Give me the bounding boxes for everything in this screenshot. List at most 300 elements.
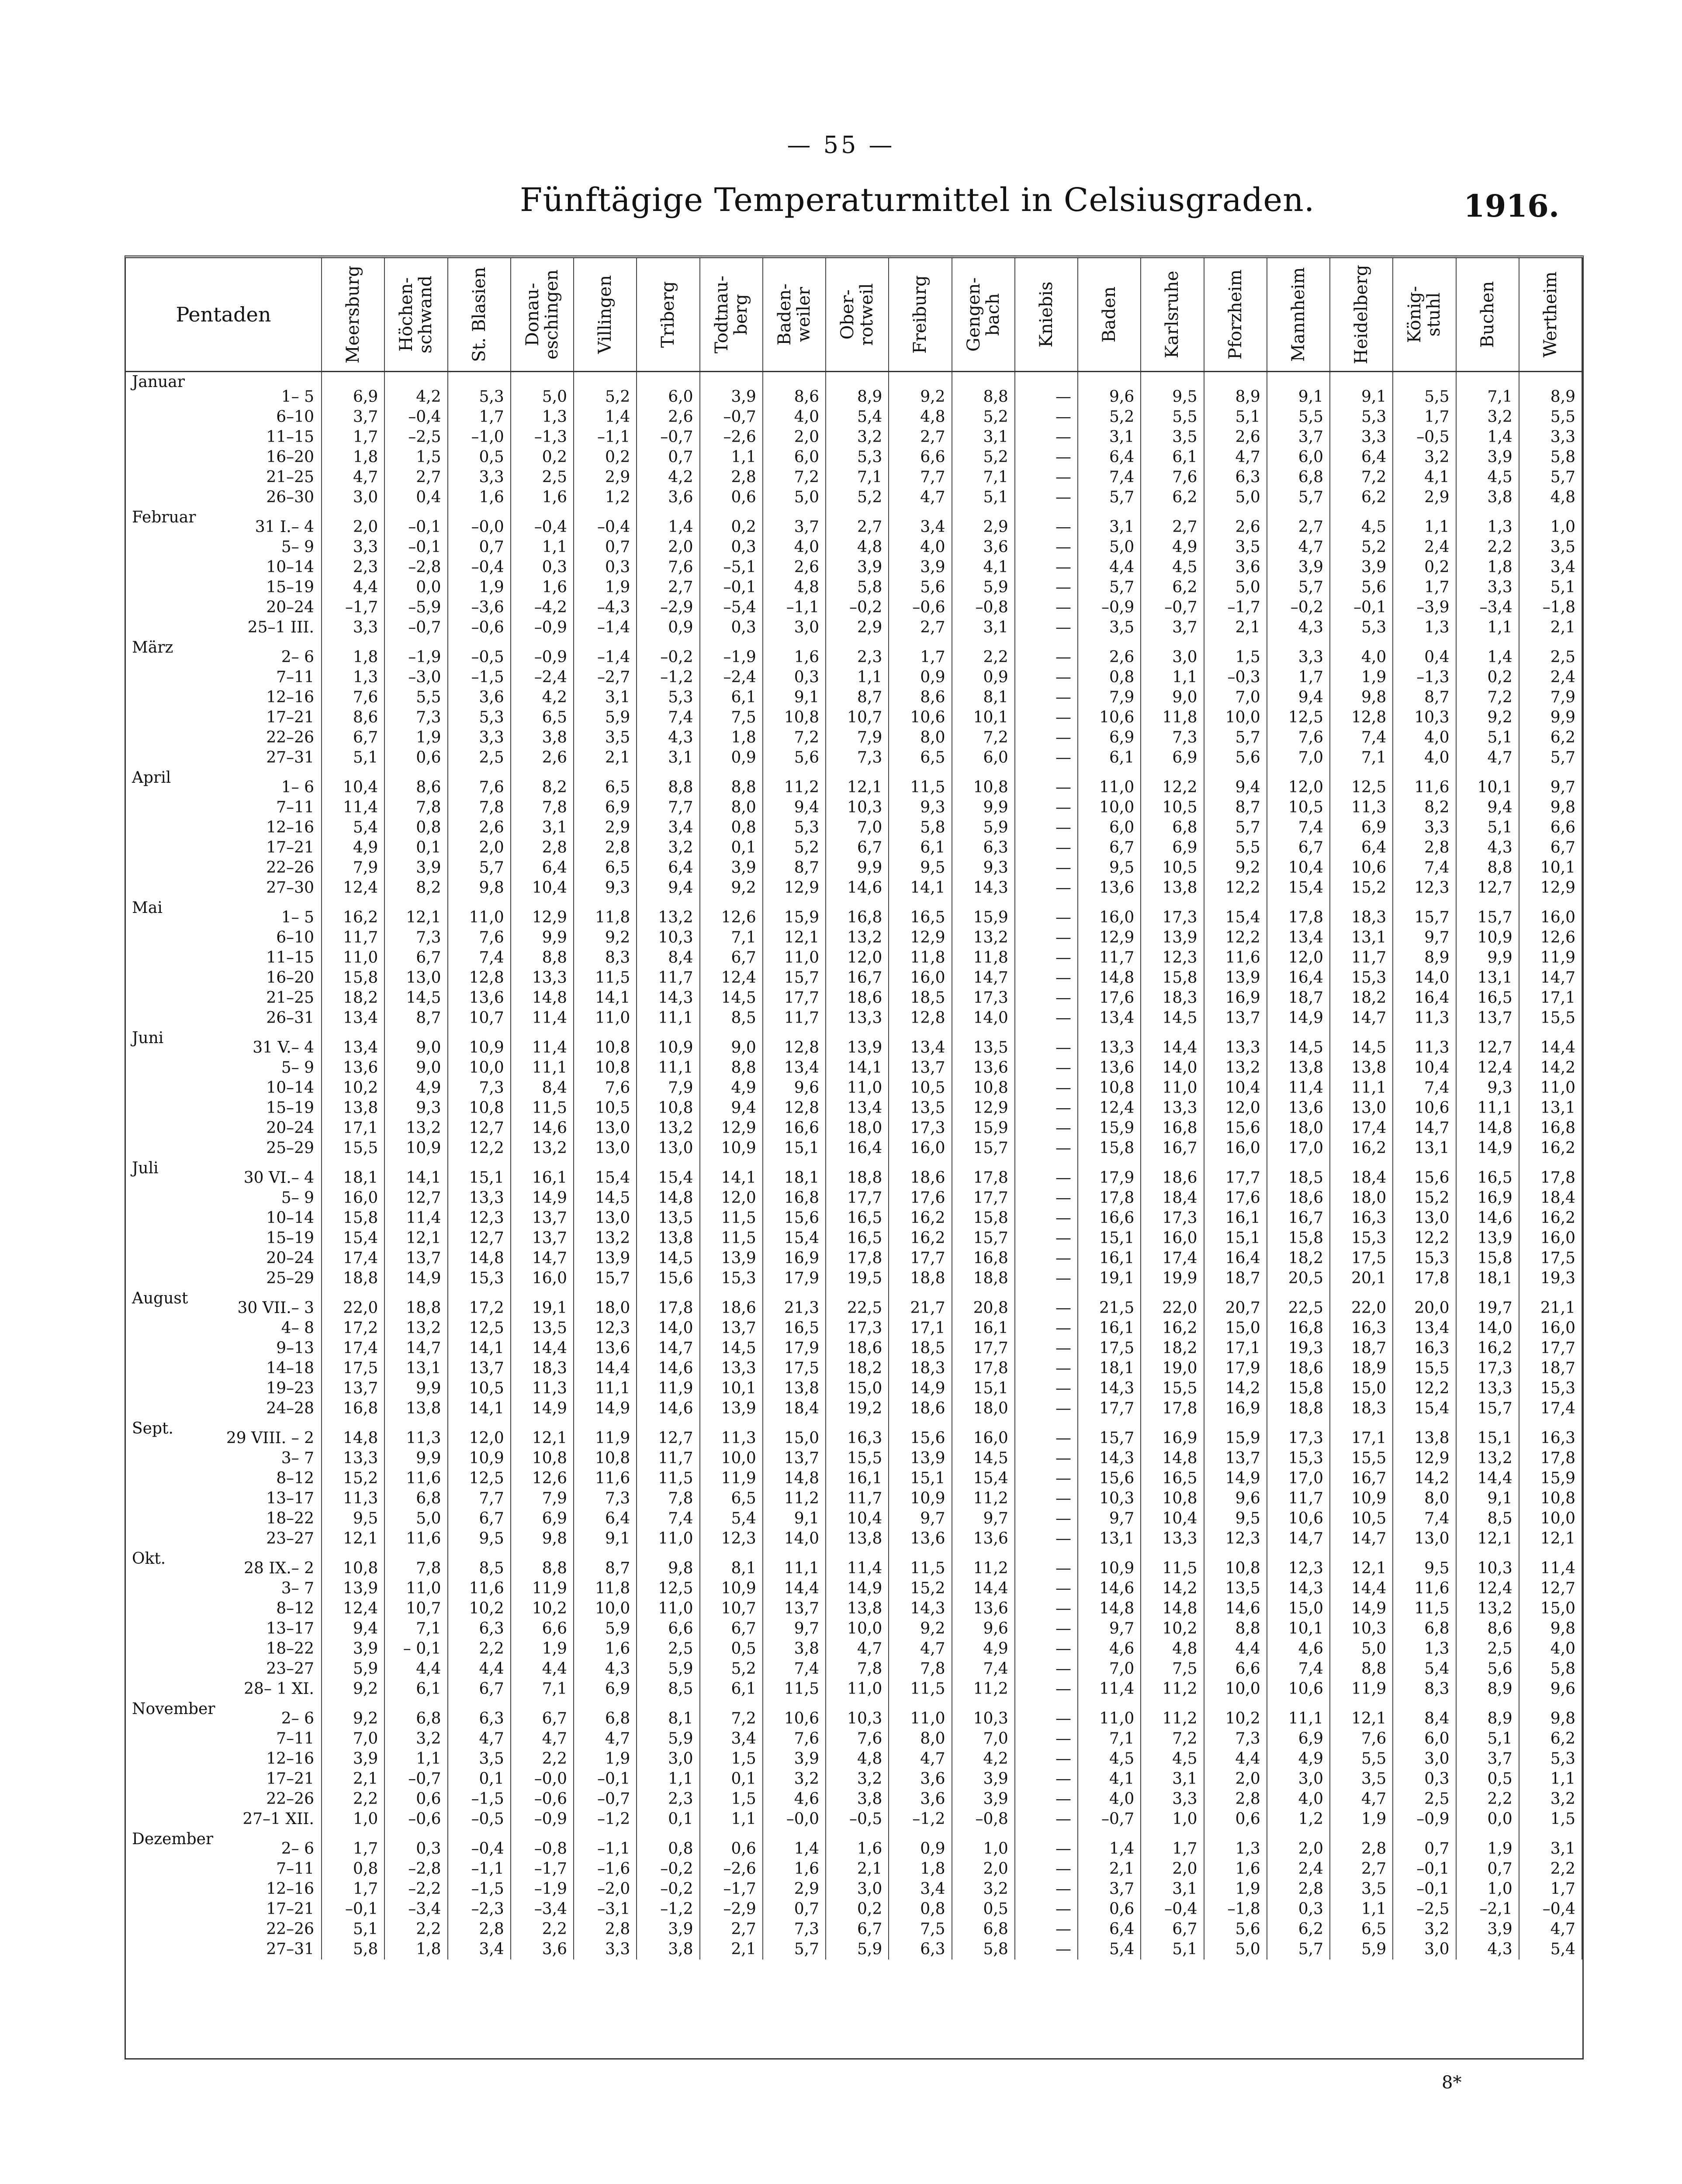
temperature-cell: 5,6 bbox=[1456, 1659, 1519, 1679]
temperature-cell: 2,7 bbox=[700, 1919, 763, 1939]
temperature-cell: 13,7 bbox=[889, 1058, 952, 1078]
row-label-cell bbox=[126, 407, 322, 427]
row-label-cell bbox=[126, 1338, 322, 1358]
temperature-cell: 6,2 bbox=[1330, 487, 1393, 508]
temperature-cell: 3,5 bbox=[1204, 537, 1267, 557]
temperature-cell: 2,9 bbox=[1393, 487, 1456, 508]
temperature-cell: 7,2 bbox=[700, 1699, 763, 1729]
temperature-cell: 17,6 bbox=[1204, 1188, 1267, 1208]
row-label-cell bbox=[126, 1619, 322, 1639]
temperature-cell: 18,0 bbox=[826, 1118, 889, 1138]
temperature-cell: 15,6 bbox=[1393, 1158, 1456, 1188]
temperature-cell: 3,0 bbox=[1267, 1769, 1330, 1789]
temperature-cell: 14,4 bbox=[511, 1338, 574, 1358]
pentade-label: 7–11 bbox=[276, 1860, 314, 1878]
temperature-cell: 16,1 bbox=[511, 1158, 574, 1188]
temperature-cell: 5,2 bbox=[574, 372, 637, 408]
temperature-cell: 1,6 bbox=[511, 487, 574, 508]
temperature-cell: 12,5 bbox=[448, 1318, 511, 1338]
temperature-cell: –0,1 bbox=[700, 577, 763, 598]
temperature-cell: 12,1 bbox=[1330, 1549, 1393, 1579]
temperature-cell: 16,3 bbox=[1330, 1208, 1393, 1228]
temperature-cell: 11,9 bbox=[637, 1379, 699, 1399]
temperature-cell: 7,6 bbox=[322, 688, 384, 708]
temperature-cell: 3,1 bbox=[1078, 427, 1141, 447]
temperature-cell: 18,3 bbox=[511, 1358, 574, 1379]
temperature-cell: 18,7 bbox=[1204, 1268, 1267, 1289]
temperature-cell: 7,1 bbox=[384, 1619, 447, 1639]
temperature-cell: 1,6 bbox=[763, 1859, 826, 1879]
temperature-cell: 17,8 bbox=[1141, 1399, 1204, 1419]
temperature-cell: 10,0 bbox=[448, 1058, 511, 1078]
temperature-cell: –2,6 bbox=[700, 427, 763, 447]
temperature-cell: 18,6 bbox=[889, 1399, 952, 1419]
temperature-cell: 18,3 bbox=[1141, 988, 1204, 1008]
temperature-cell: 3,7 bbox=[1078, 1879, 1141, 1899]
table-row bbox=[126, 1679, 1582, 1699]
temperature-cell: 12,9 bbox=[511, 898, 574, 928]
temperature-cell: 12,9 bbox=[952, 1098, 1015, 1118]
temperature-cell: 14,9 bbox=[1267, 1008, 1330, 1028]
temperature-cell: 15,3 bbox=[700, 1268, 763, 1289]
temperature-cell: 5,5 bbox=[1141, 407, 1204, 427]
temperature-cell: — bbox=[1015, 1058, 1078, 1078]
temperature-cell: — bbox=[1015, 1729, 1078, 1749]
temperature-cell: 13,3 bbox=[1204, 1028, 1267, 1058]
temperature-cell: 17,3 bbox=[952, 988, 1015, 1008]
temperature-cell: 16,0 bbox=[322, 1188, 384, 1208]
temperature-cell: 9,2 bbox=[700, 878, 763, 898]
temperature-cell: 13,7 bbox=[1204, 1448, 1267, 1469]
temperature-cell: 22,5 bbox=[826, 1289, 889, 1318]
temperature-cell: –1,2 bbox=[637, 1899, 699, 1919]
temperature-cell: 4,4 bbox=[322, 577, 384, 598]
temperature-cell: 4,2 bbox=[952, 1749, 1015, 1769]
temperature-cell: 6,9 bbox=[1267, 1729, 1330, 1749]
station-label: König- stuhl bbox=[1405, 286, 1444, 343]
temperature-cell: 12,3 bbox=[1393, 878, 1456, 898]
pentade-label: 10–14 bbox=[266, 1079, 314, 1097]
temperature-cell: 15,3 bbox=[1519, 1379, 1582, 1399]
temperature-cell: 3,1 bbox=[574, 688, 637, 708]
temperature-cell: 16,0 bbox=[1519, 1228, 1582, 1248]
temperature-cell: 13,0 bbox=[574, 1118, 637, 1138]
temperature-cell: 15,0 bbox=[1519, 1599, 1582, 1619]
temperature-cell: 14,2 bbox=[1519, 1058, 1582, 1078]
pentade-label: 27–31 bbox=[266, 1940, 314, 1958]
temperature-cell: 3,4 bbox=[889, 508, 952, 537]
temperature-cell: 9,4 bbox=[763, 798, 826, 818]
temperature-cell: 13,2 bbox=[574, 1228, 637, 1248]
temperature-cell: 0,7 bbox=[637, 447, 699, 467]
pentade-label: 11–15 bbox=[266, 949, 314, 967]
temperature-cell: 13,3 bbox=[1456, 1379, 1519, 1399]
pentade-label: 29 VIII. – 2 bbox=[226, 1429, 314, 1447]
temperature-cell: 11,4 bbox=[322, 798, 384, 818]
row-label-cell bbox=[126, 537, 322, 557]
row-label-cell bbox=[126, 1809, 322, 1829]
temperature-cell: 10,5 bbox=[1141, 858, 1204, 878]
temperature-cell: 13,3 bbox=[826, 1008, 889, 1028]
temperature-cell: — bbox=[1015, 1939, 1078, 1959]
station-label: Wertheim bbox=[1540, 271, 1561, 358]
temperature-cell: 1,3 bbox=[1456, 508, 1519, 537]
temperature-cell: 0,9 bbox=[889, 1829, 952, 1859]
temperature-cell: 7,3 bbox=[763, 1919, 826, 1939]
row-label-cell bbox=[126, 1549, 322, 1579]
temperature-cell: 2,6 bbox=[1204, 508, 1267, 537]
temperature-cell: 6,7 bbox=[511, 1699, 574, 1729]
temperature-cell: 2,8 bbox=[700, 467, 763, 487]
temperature-cell: –0,1 bbox=[1393, 1879, 1456, 1899]
temperature-cell: –1,3 bbox=[1393, 667, 1456, 688]
temperature-cell: 10,1 bbox=[1519, 858, 1582, 878]
station-label: Kniebis bbox=[1036, 281, 1056, 348]
temperature-cell: –3,6 bbox=[448, 598, 511, 618]
temperature-cell: 3,1 bbox=[1141, 1769, 1204, 1789]
temperature-cell: 2,3 bbox=[322, 557, 384, 577]
pentade-label: 17–21 bbox=[266, 1770, 314, 1788]
station-label: St. Blasien bbox=[469, 267, 489, 362]
temperature-cell: 3,6 bbox=[952, 537, 1015, 557]
row-label-cell bbox=[126, 372, 322, 408]
temperature-cell: 1,7 bbox=[889, 638, 952, 667]
temperature-cell: 4,8 bbox=[826, 537, 889, 557]
temperature-cell: 17,2 bbox=[448, 1289, 511, 1318]
temperature-table bbox=[126, 258, 1582, 1959]
temperature-cell: –1,6 bbox=[574, 1859, 637, 1879]
temperature-cell: 7,6 bbox=[826, 1729, 889, 1749]
temperature-cell: 10,7 bbox=[700, 1599, 763, 1619]
temperature-cell: 4,6 bbox=[763, 1789, 826, 1809]
temperature-cell: 16,5 bbox=[1456, 988, 1519, 1008]
temperature-cell: 1,1 bbox=[637, 1769, 699, 1789]
temperature-cell: 3,8 bbox=[1456, 487, 1519, 508]
temperature-cell: –5,4 bbox=[700, 598, 763, 618]
temperature-cell: 11,4 bbox=[826, 1549, 889, 1579]
temperature-cell: 5,3 bbox=[763, 818, 826, 838]
temperature-cell: 12,2 bbox=[448, 1138, 511, 1158]
temperature-cell: 1,2 bbox=[1267, 1809, 1330, 1829]
temperature-cell: 4,5 bbox=[1078, 1749, 1141, 1769]
temperature-cell: 11,7 bbox=[637, 1448, 699, 1469]
temperature-cell: 8,6 bbox=[889, 688, 952, 708]
table-row bbox=[126, 748, 1582, 768]
table-row bbox=[126, 577, 1582, 598]
temperature-cell: 16,7 bbox=[1267, 1208, 1330, 1228]
temperature-cell: –1,4 bbox=[574, 638, 637, 667]
temperature-cell: 8,1 bbox=[700, 1549, 763, 1579]
temperature-cell: 9,9 bbox=[384, 1448, 447, 1469]
temperature-cell: — bbox=[1015, 598, 1078, 618]
temperature-cell: 14,8 bbox=[448, 1248, 511, 1268]
temperature-cell: 9,2 bbox=[889, 1619, 952, 1639]
temperature-cell: 14,6 bbox=[1078, 1579, 1141, 1599]
month-label: April bbox=[132, 769, 171, 787]
temperature-cell: 12,4 bbox=[1078, 1098, 1141, 1118]
header-station bbox=[700, 258, 763, 372]
temperature-cell: 0,3 bbox=[1393, 1769, 1456, 1789]
temperature-cell: 7,8 bbox=[511, 798, 574, 818]
temperature-cell: 13,0 bbox=[574, 1138, 637, 1158]
temperature-cell: 17,9 bbox=[1204, 1358, 1267, 1379]
temperature-cell: 15,2 bbox=[1330, 878, 1393, 898]
temperature-cell: 8,7 bbox=[1393, 688, 1456, 708]
temperature-cell: 6,7 bbox=[1267, 838, 1330, 858]
temperature-cell: 6,7 bbox=[700, 1619, 763, 1639]
temperature-cell: 8,5 bbox=[1456, 1509, 1519, 1529]
temperature-cell: 7,1 bbox=[952, 467, 1015, 487]
temperature-cell: 17,7 bbox=[1204, 1158, 1267, 1188]
table-row bbox=[126, 1289, 1582, 1318]
table-row bbox=[126, 467, 1582, 487]
temperature-cell: 7,4 bbox=[448, 948, 511, 968]
temperature-cell: 4,9 bbox=[1141, 537, 1204, 557]
temperature-cell: 6,9 bbox=[1330, 818, 1393, 838]
temperature-cell: –1,7 bbox=[322, 598, 384, 618]
temperature-cell: 17,7 bbox=[889, 1248, 952, 1268]
temperature-cell: –0,7 bbox=[384, 618, 447, 638]
table-row bbox=[126, 618, 1582, 638]
temperature-cell: 14,3 bbox=[952, 878, 1015, 898]
temperature-cell: 2,0 bbox=[1267, 1829, 1330, 1859]
temperature-cell: 16,4 bbox=[1393, 988, 1456, 1008]
temperature-cell: 11,9 bbox=[511, 1579, 574, 1599]
temperature-cell: 11,7 bbox=[1078, 948, 1141, 968]
table-row bbox=[126, 838, 1582, 858]
temperature-cell: 7,6 bbox=[1267, 728, 1330, 748]
temperature-cell: 11,0 bbox=[826, 1078, 889, 1098]
table-row bbox=[126, 1729, 1582, 1749]
temperature-cell: 6,4 bbox=[637, 858, 699, 878]
temperature-cell: 3,4 bbox=[637, 818, 699, 838]
temperature-cell: 2,1 bbox=[1519, 618, 1582, 638]
temperature-cell: 5,0 bbox=[1078, 537, 1141, 557]
temperature-cell: –0,4 bbox=[574, 508, 637, 537]
temperature-cell: 2,6 bbox=[1078, 638, 1141, 667]
temperature-cell: 11,2 bbox=[1141, 1699, 1204, 1729]
temperature-cell: –2,9 bbox=[637, 598, 699, 618]
temperature-cell: 12,0 bbox=[1267, 768, 1330, 798]
pentade-label: 25–1 III. bbox=[247, 619, 314, 636]
temperature-cell: 12,9 bbox=[763, 878, 826, 898]
temperature-cell: 5,1 bbox=[322, 1919, 384, 1939]
temperature-cell: 3,1 bbox=[637, 748, 699, 768]
temperature-cell: 6,1 bbox=[384, 1679, 447, 1699]
temperature-cell: 6,5 bbox=[511, 708, 574, 728]
table-row bbox=[126, 858, 1582, 878]
temperature-cell: — bbox=[1015, 1188, 1078, 1208]
table-row bbox=[126, 708, 1582, 728]
temperature-cell: 13,6 bbox=[952, 1058, 1015, 1078]
table-row bbox=[126, 1268, 1582, 1289]
temperature-cell: 12,2 bbox=[1204, 928, 1267, 948]
temperature-cell: — bbox=[1015, 988, 1078, 1008]
temperature-cell: 9,4 bbox=[322, 1619, 384, 1639]
temperature-cell: 13,9 bbox=[574, 1248, 637, 1268]
temperature-cell: 15,1 bbox=[1078, 1228, 1141, 1248]
temperature-cell: 17,9 bbox=[763, 1338, 826, 1358]
temperature-cell: 0,1 bbox=[700, 838, 763, 858]
header-station bbox=[1456, 258, 1519, 372]
temperature-cell: 12,0 bbox=[1267, 948, 1330, 968]
temperature-cell: 17,5 bbox=[1330, 1248, 1393, 1268]
month-label: Okt. bbox=[132, 1550, 166, 1568]
temperature-cell: 2,2 bbox=[1456, 1789, 1519, 1809]
temperature-cell: 3,4 bbox=[700, 1729, 763, 1749]
temperature-cell: 16,2 bbox=[889, 1228, 952, 1248]
pentade-label: 8–12 bbox=[276, 1600, 314, 1617]
pentade-label: 27–1 XII. bbox=[242, 1810, 314, 1828]
temperature-cell: 16,5 bbox=[826, 1228, 889, 1248]
temperature-cell: — bbox=[1015, 1399, 1078, 1419]
temperature-cell: 2,0 bbox=[322, 508, 384, 537]
temperature-cell: 12,6 bbox=[511, 1469, 574, 1489]
temperature-cell: 6,4 bbox=[574, 1509, 637, 1529]
temperature-cell: 13,6 bbox=[1267, 1098, 1330, 1118]
temperature-cell: 15,7 bbox=[574, 1268, 637, 1289]
temperature-cell: — bbox=[1015, 1318, 1078, 1338]
table-row bbox=[126, 1599, 1582, 1619]
header-station bbox=[952, 258, 1015, 372]
temperature-cell: 2,1 bbox=[826, 1859, 889, 1879]
temperature-cell: 13,2 bbox=[1456, 1599, 1519, 1619]
temperature-cell: 15,4 bbox=[952, 1469, 1015, 1489]
temperature-cell: 14,0 bbox=[1393, 968, 1456, 988]
pentade-label: 28– 1 XI. bbox=[244, 1680, 314, 1698]
temperature-cell: 10,9 bbox=[448, 1028, 511, 1058]
temperature-table-frame bbox=[125, 256, 1584, 2060]
temperature-cell: 15,0 bbox=[1330, 1379, 1393, 1399]
temperature-cell: –2,8 bbox=[384, 1859, 447, 1879]
temperature-cell: 5,3 bbox=[826, 447, 889, 467]
temperature-cell: 15,8 bbox=[1141, 968, 1204, 988]
temperature-cell: 13,6 bbox=[1078, 1058, 1141, 1078]
temperature-cell: — bbox=[1015, 372, 1078, 408]
temperature-cell: 15,8 bbox=[1456, 1248, 1519, 1268]
temperature-cell: 8,6 bbox=[322, 708, 384, 728]
temperature-cell: 11,6 bbox=[1393, 768, 1456, 798]
row-label-cell bbox=[126, 1939, 322, 1959]
temperature-cell: 10,8 bbox=[952, 1078, 1015, 1098]
temperature-cell: 12,1 bbox=[1330, 1699, 1393, 1729]
table-row bbox=[126, 1138, 1582, 1158]
table-row bbox=[126, 1248, 1582, 1268]
temperature-cell: 1,8 bbox=[322, 447, 384, 467]
temperature-cell: 2,5 bbox=[1393, 1789, 1456, 1809]
table-row bbox=[126, 508, 1582, 537]
temperature-cell: 13,9 bbox=[1141, 928, 1204, 948]
page-number: — 55 — bbox=[787, 131, 895, 159]
temperature-cell: — bbox=[1015, 1448, 1078, 1469]
temperature-cell: –2,5 bbox=[1393, 1899, 1456, 1919]
temperature-cell: 16,9 bbox=[763, 1248, 826, 1268]
temperature-cell: 11,1 bbox=[511, 1058, 574, 1078]
temperature-cell: 11,2 bbox=[952, 1489, 1015, 1509]
row-label-cell bbox=[126, 1899, 322, 1919]
temperature-cell: 15,5 bbox=[1330, 1448, 1393, 1469]
pentade-label: 20–24 bbox=[266, 1249, 314, 1267]
temperature-cell: 18,6 bbox=[1141, 1158, 1204, 1188]
table-row bbox=[126, 768, 1582, 798]
month-label: Dezember bbox=[132, 1830, 214, 1848]
table-row bbox=[126, 1078, 1582, 1098]
temperature-cell: 13,7 bbox=[384, 1248, 447, 1268]
temperature-cell: 7,4 bbox=[637, 1509, 699, 1529]
temperature-cell: 1,4 bbox=[1456, 638, 1519, 667]
temperature-cell: 7,0 bbox=[322, 1729, 384, 1749]
temperature-cell: — bbox=[1015, 1489, 1078, 1509]
temperature-cell: 9,5 bbox=[1204, 1509, 1267, 1529]
station-label: Karlsruhe bbox=[1162, 270, 1183, 359]
temperature-cell: 3,9 bbox=[889, 557, 952, 577]
temperature-cell: 16,5 bbox=[889, 898, 952, 928]
temperature-cell: 14,5 bbox=[700, 988, 763, 1008]
temperature-cell: 13,3 bbox=[511, 968, 574, 988]
temperature-cell: 16,1 bbox=[1078, 1248, 1141, 1268]
temperature-cell: 11,3 bbox=[1393, 1008, 1456, 1028]
temperature-cell: 0,8 bbox=[637, 1829, 699, 1859]
temperature-cell: 13,9 bbox=[700, 1399, 763, 1419]
temperature-cell: 10,8 bbox=[448, 1098, 511, 1118]
temperature-cell: –1,5 bbox=[448, 1789, 511, 1809]
temperature-cell: 10,0 bbox=[1204, 1679, 1267, 1699]
temperature-cell: 11,6 bbox=[384, 1529, 447, 1549]
temperature-cell: 11,8 bbox=[952, 948, 1015, 968]
temperature-cell: 10,5 bbox=[448, 1379, 511, 1399]
temperature-cell: 4,9 bbox=[700, 1078, 763, 1098]
temperature-cell: 9,2 bbox=[889, 372, 952, 408]
temperature-cell: 4,3 bbox=[1456, 1939, 1519, 1959]
temperature-cell: 0,2 bbox=[574, 447, 637, 467]
temperature-cell: 3,6 bbox=[889, 1769, 952, 1789]
temperature-cell: 21,7 bbox=[889, 1289, 952, 1318]
temperature-cell: 12,4 bbox=[322, 878, 384, 898]
table-row bbox=[126, 1058, 1582, 1078]
temperature-cell: 10,3 bbox=[1330, 1619, 1393, 1639]
temperature-cell: 3,5 bbox=[448, 1749, 511, 1769]
temperature-cell: 6,7 bbox=[1078, 838, 1141, 858]
temperature-cell: 3,9 bbox=[1267, 557, 1330, 577]
temperature-cell: 8,4 bbox=[637, 948, 699, 968]
temperature-cell: 4,8 bbox=[889, 407, 952, 427]
temperature-cell: 13,8 bbox=[763, 1379, 826, 1399]
temperature-cell: 12,0 bbox=[700, 1188, 763, 1208]
temperature-cell: 2,2 bbox=[1456, 537, 1519, 557]
temperature-cell: 1,4 bbox=[1456, 427, 1519, 447]
temperature-cell: 10,2 bbox=[1204, 1699, 1267, 1729]
temperature-cell: 20,1 bbox=[1330, 1268, 1393, 1289]
temperature-cell: 13,6 bbox=[574, 1338, 637, 1358]
temperature-cell: 6,6 bbox=[889, 447, 952, 467]
temperature-cell: 14,9 bbox=[511, 1399, 574, 1419]
temperature-cell: 3,0 bbox=[1141, 638, 1204, 667]
temperature-cell: 5,8 bbox=[1519, 447, 1582, 467]
temperature-cell: 16,0 bbox=[1519, 1318, 1582, 1338]
pentade-label: 2– 6 bbox=[281, 1710, 314, 1728]
temperature-cell: 6,2 bbox=[1519, 1729, 1582, 1749]
temperature-cell: –0,7 bbox=[1141, 598, 1204, 618]
temperature-cell: 8,9 bbox=[1456, 1679, 1519, 1699]
temperature-cell: 3,8 bbox=[511, 728, 574, 748]
temperature-cell: 10,4 bbox=[826, 1509, 889, 1529]
temperature-cell: 10,3 bbox=[1456, 1549, 1519, 1579]
temperature-cell: 10,7 bbox=[384, 1599, 447, 1619]
temperature-cell: –1,2 bbox=[637, 667, 699, 688]
temperature-cell: 9,9 bbox=[952, 798, 1015, 818]
temperature-cell: 8,4 bbox=[511, 1078, 574, 1098]
temperature-cell: 1,5 bbox=[1204, 638, 1267, 667]
